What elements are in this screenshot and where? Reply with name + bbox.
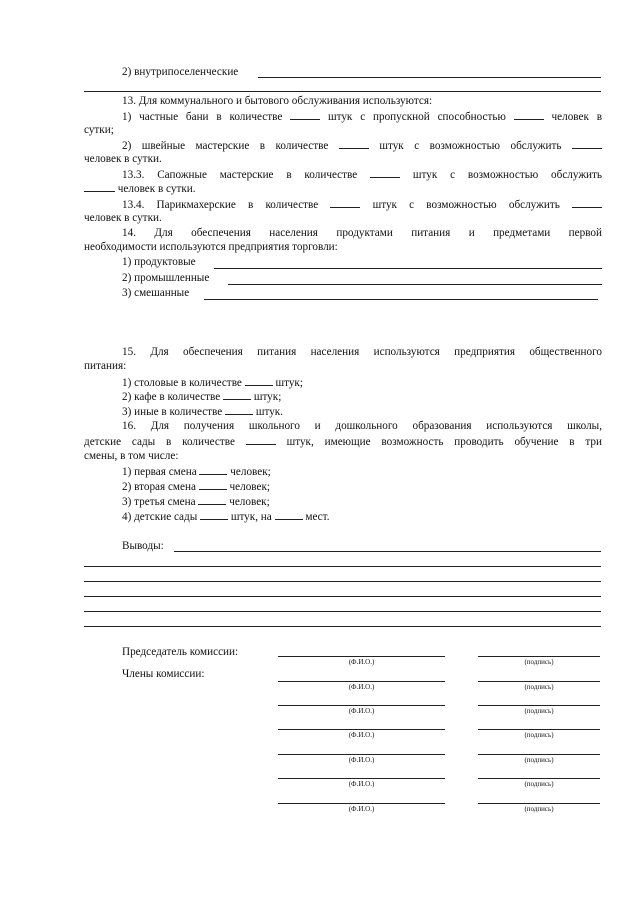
member-6-signature-line[interactable] [478,803,600,804]
text: штук; [253,391,282,403]
section-13-item-1-line-1 [122,109,602,124]
item-12-2-label: 2) внутрипоселенческие [122,66,239,78]
text: штук, имеющие возможность проводить обучение в три [286,436,602,448]
section-13-item-2-line-2: человек в сутки. [84,153,162,165]
item-12-2-continuation-line[interactable] [84,91,601,92]
text: человек; [229,496,270,508]
text: человек в сутки. [117,183,196,195]
section-16-line-3: смены, в том числе: [84,450,179,462]
barber-count-blank[interactable] [330,197,360,208]
text: 2) кафе в количестве [122,391,221,403]
section-16-line-2 [84,434,602,449]
member-3-name-line[interactable] [278,729,445,730]
barber-capacity-blank[interactable] [572,197,602,208]
section-13-header: 13. Для коммунального и бытового обслуживания используются: [122,95,433,107]
text: штук с возможностью обслужить [372,199,560,211]
fio-caption: (Ф.И.О.) [348,805,375,813]
fio-caption: (Ф.И.О.) [348,683,375,691]
signature-caption: (подпись) [524,756,554,764]
second-shift-blank[interactable] [199,479,227,490]
item-14-1-blank[interactable] [214,268,602,269]
conclusions-line-3[interactable] [84,581,601,582]
conclusions-label: Выводы: [122,540,164,552]
item-14-3-label: 3) смешанные [122,287,190,299]
section-13-item-1-line-2: сутки; [84,124,114,136]
text: 13.3. Сапожные мастерские в количестве [122,169,358,181]
text: 2) вторая смена [122,481,196,493]
section-13-item-3-line-2 [84,181,196,196]
item-16-1 [122,464,271,479]
conclusions-line-1[interactable] [174,551,601,552]
member-5-name-line[interactable] [278,778,445,779]
section-14-line-1: 14. Для обеспечения населения продуктами питания и предметами первой [122,227,602,239]
text: 1) столовые в количестве [122,377,242,389]
section-13-item-3-line-1 [122,167,602,182]
text: штук с возможностью обслужить [412,169,603,181]
section-15-line-2: питания: [84,360,127,372]
places-blank[interactable] [275,509,303,520]
chairman-signature-line[interactable] [478,656,600,657]
member-2-signature-line[interactable] [478,705,600,706]
text: человек в [551,111,603,123]
sewing-count-blank[interactable] [339,138,369,149]
sewing-capacity-blank[interactable] [572,138,602,149]
signature-caption: (подпись) [524,658,554,666]
text: 4) детские сады [122,511,198,523]
text: штук с пропускной способностью [327,111,506,123]
text: штук, на [230,511,272,523]
item-14-2-label: 2) промышленные [122,272,210,284]
text: штук; [275,377,303,389]
members-label: Члены комиссии: [122,668,205,680]
section-13-item-4-line-1 [122,197,602,212]
signature-caption: (подпись) [524,780,554,788]
member-4-signature-line[interactable] [478,754,600,755]
third-shift-blank[interactable] [198,494,226,505]
member-5-signature-line[interactable] [478,778,600,779]
signature-caption: (подпись) [524,683,554,691]
item-16-4 [122,509,330,524]
item-12-2-blank[interactable] [258,77,601,78]
conclusions-line-4[interactable] [84,596,601,597]
member-1-name-line[interactable] [278,681,445,682]
item-14-1-label: 1) продуктовые [122,256,196,268]
item-15-2 [122,389,281,404]
chairman-label: Председатель комиссии: [122,646,239,658]
kindergartens-count-blank[interactable] [246,434,276,445]
text: 3) третья смена [122,496,196,508]
item-14-2-blank[interactable] [228,284,602,285]
item-15-3 [122,404,283,419]
conclusions-line-5[interactable] [84,611,601,612]
text: человек; [229,481,271,493]
text: штук. [255,406,284,418]
section-15-line-1: 15. Для обеспечения питания населения используются предприятия общественного [122,346,602,358]
text: штук с возможностью обслужить [379,140,562,152]
fio-caption: (Ф.И.О.) [348,707,375,715]
signature-caption: (подпись) [524,707,554,715]
text: детские сады в количестве [84,436,235,448]
section-13-item-2-line-1 [122,138,602,153]
item-14-3-blank[interactable] [204,299,598,300]
item-16-3 [122,494,270,509]
text: 1) первая смена [122,466,197,478]
shoe-capacity-blank[interactable] [84,181,115,192]
text: человек; [230,466,271,478]
first-shift-blank[interactable] [199,464,227,475]
item-15-1 [122,375,303,390]
text: 3) иные в количестве [122,406,223,418]
fio-caption: (Ф.И.О.) [348,756,375,764]
other-count-blank[interactable] [225,404,253,415]
section-16-line-1: 16. Для получения школьного и дошкольного образования используются школы, [122,420,602,432]
baths-capacity-blank[interactable] [514,109,544,120]
chairman-name-line[interactable] [278,656,445,657]
fio-caption: (Ф.И.О.) [348,731,375,739]
text: 1) частные бани в количестве [122,111,283,123]
item-16-2 [122,479,270,494]
section-14-line-2: необходимости используются предприятия торговли: [84,241,338,253]
cafes-count-blank[interactable] [223,389,251,400]
conclusions-line-2[interactable] [84,566,601,567]
shoe-count-blank[interactable] [370,167,400,178]
text: мест. [305,511,330,523]
fio-caption: (Ф.И.О.) [348,780,375,788]
conclusions-line-6[interactable] [84,626,601,627]
signature-caption: (подпись) [524,731,554,739]
fio-caption: (Ф.И.О.) [348,658,375,666]
text: 2) швейные мастерские в количестве [122,140,329,152]
section-13-item-4-line-2: человек в сутки. [84,212,162,224]
member-6-name-line[interactable] [278,803,445,804]
member-4-name-line[interactable] [278,754,445,755]
canteens-count-blank[interactable] [245,375,273,386]
member-3-signature-line[interactable] [478,729,600,730]
kindergartens-blank[interactable] [200,509,228,520]
signature-caption: (подпись) [524,805,554,813]
member-2-name-line[interactable] [278,705,445,706]
member-1-signature-line[interactable] [478,681,600,682]
text: 13.4. Парикмахерские в количестве [122,199,319,211]
baths-count-blank[interactable] [290,109,320,120]
